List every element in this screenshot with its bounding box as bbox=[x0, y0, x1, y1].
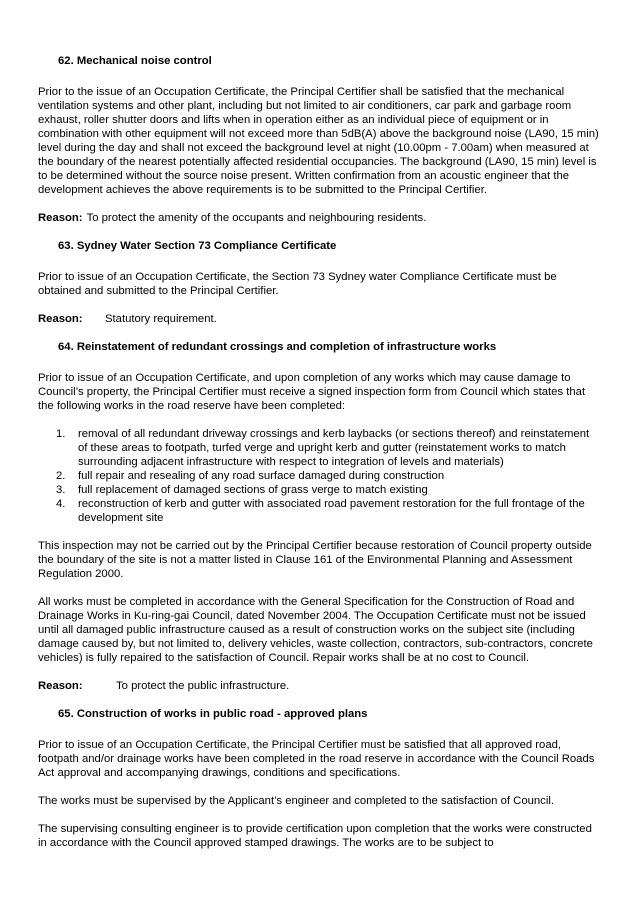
reason-label: Reason: bbox=[38, 313, 83, 325]
section-63-heading: 63. Sydney Water Section 73 Compliance Certificate bbox=[58, 240, 337, 252]
section-65-para2: The works must be supervised by the Applicant’s engineer and completed to the satisfaction of Council. bbox=[38, 795, 554, 807]
section-65-heading: 65. Construction of works in public road - approved plans bbox=[58, 708, 368, 720]
list-item-number: 1. bbox=[56, 428, 66, 440]
list-item bbox=[38, 483, 600, 497]
section-63-body: Prior to issue of an Occupation Certificate, the Section 73 Sydney water Compliance Certificate must be obtained and submitted to the Principal Certifier. bbox=[38, 271, 557, 297]
reason-label: Reason: bbox=[38, 212, 83, 224]
list-item-text: full repair and resealing of any road surface damaged during construction bbox=[78, 470, 445, 482]
section-62-body: Prior to the issue of an Occupation Certificate, the Principal Certifier shall be satisfied that the mechanical ventilation systems and other plant, including but not limited to air conditioners, car park and garbage room exhaust, roller shutter doors and lifts when in operation either as an individual piece of equipment or in combination with other equipment will not exceed more than 5dB(A) above the background noise (LA90, 15 min) level during the day and shall not exceed the background level at night (10.00pm - 7.00am) when measured at the boundary of the nearest potentially affected residential occupancies. The background (LA90, 15 min) level is to be determined without the source noise present. Written confirmation from an acoustic engineer that the development achieves the above requirements is to be submitted to the Principal Certifier. bbox=[38, 86, 599, 196]
section-65-para3: The supervising consulting engineer is to provide certification upon completion that the works were constructed in accordance with the Council approved stamped drawings. The works are to be subject to bbox=[38, 823, 592, 849]
list-item-number: 4. bbox=[56, 498, 66, 510]
reason-label: Reason: bbox=[38, 680, 83, 692]
section-64-body: Prior to issue of an Occupation Certificate, and upon completion of any works which may cause damage to Council’s property, the Principal Certifier must receive a signed inspection form from Council which states that the following works in the road reserve have been completed: bbox=[38, 372, 586, 412]
document-page bbox=[38, 54, 600, 850]
reason-text: To protect the public infrastructure. bbox=[116, 680, 290, 692]
list-item-text: removal of all redundant driveway crossings and kerb laybacks (or sections thereof) and reinstatement of these areas to footpath, turfed verge and upright kerb and gutter (reinstatement works to match surrounding adjacent infrastructure with respect to integration of levels and materials) bbox=[78, 428, 590, 468]
list-item-text: full replacement of damaged sections of grass verge to match existing bbox=[78, 484, 428, 496]
works-list bbox=[38, 427, 600, 525]
section-62-reason bbox=[38, 211, 600, 225]
section-63-reason bbox=[38, 312, 600, 326]
list-item-text: reconstruction of kerb and gutter with associated road pavement restoration for the full frontage of the development site bbox=[78, 498, 585, 524]
reason-text: Statutory requirement. bbox=[105, 313, 217, 325]
list-item bbox=[38, 427, 600, 469]
list-item bbox=[38, 469, 600, 483]
list-item-number: 3. bbox=[56, 484, 66, 496]
reason-text: To protect the amenity of the occupants and neighbouring residents. bbox=[86, 212, 427, 224]
section-62-heading: 62. Mechanical noise control bbox=[58, 55, 212, 67]
section-65-body: Prior to issue of an Occupation Certificate, the Principal Certifier must be satisfied that all approved road, footpath and/or drainage works have been completed in the road reserve in accordance with the Council Roads Act approval and accompanying drawings, conditions and specifications. bbox=[38, 739, 595, 779]
section-64-para3: All works must be completed in accordance with the General Specification for the Construction of Road and Drainage Works in Ku-ring-gai Council, dated November 2004. The Occupation Certificate must not be issued until all damaged public infrastructure caused as a result of construction works on the subject site (including damage caused by, but not limited to, delivery vehicles, waste collection, contractors, sub-contractors, concrete vehicles) is fully repaired to the satisfaction of Council. Repair works shall be at no cost to Council. bbox=[38, 596, 593, 664]
list-item-number: 2. bbox=[56, 470, 66, 482]
section-64-reason bbox=[38, 679, 600, 693]
list-item bbox=[38, 497, 600, 525]
section-64-para2: This inspection may not be carried out by the Principal Certifier because restoration of Council property outside the boundary of the site is not a matter listed in Clause 161 of the Environmental Planning and Assessment Regulation 2000. bbox=[38, 540, 592, 580]
section-64-heading: 64. Reinstatement of redundant crossings and completion of infrastructure works bbox=[58, 341, 497, 353]
